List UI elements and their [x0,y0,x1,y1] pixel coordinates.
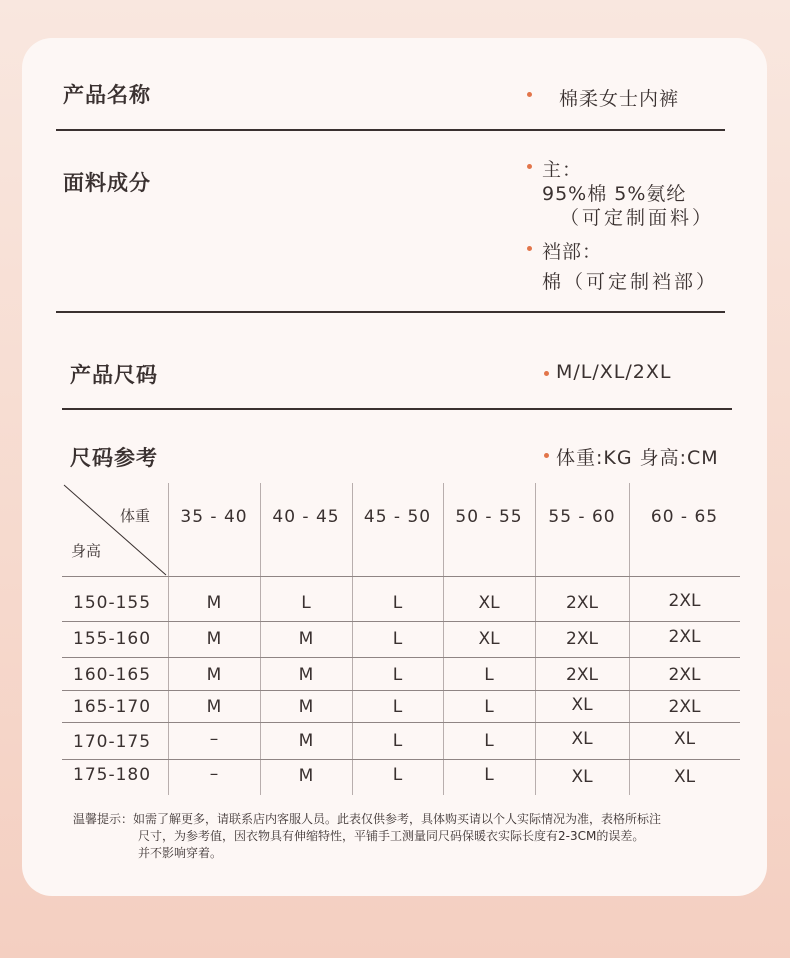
size-cell: M [298,665,314,685]
column-header: 45 - 50 [363,507,432,527]
size-cell: M [206,665,222,685]
size-cell: M [298,766,314,786]
row-divider [62,576,740,577]
size-cell: XL [571,767,593,787]
size-reference-units: 体重:KG 身高:CM [556,447,719,469]
divider [62,408,732,410]
size-cell: M [298,731,314,751]
column-header: 55 - 60 [548,507,616,527]
size-cell: L [484,697,494,717]
size-cell: XL [673,767,696,787]
notice-line-2: 尺寸，为参考值，因衣物具有伸缩特性，平铺手工测量同尺码保暖衣实际长度有2-3CM的误差。 [138,829,645,843]
size-cell: 2XL [668,627,701,647]
notice-line-3: 并不影响穿着。 [138,846,223,860]
product-name-heading: 产品名称 [63,83,151,107]
row-height-label: 165-170 [73,697,152,717]
size-cell: 2XL [668,665,701,685]
fabric-main-value: 95%棉 5%氨纶 [542,183,687,205]
size-cell: 2XL [668,591,701,611]
header-diagonal [62,483,168,577]
fabric-crotch-label: 裆部： [542,241,603,263]
size-cell: L [392,765,403,785]
bullet-dot [527,164,532,169]
bullet-dot [544,453,549,458]
size-reference-heading: 尺码参考 [70,446,158,470]
divider [56,311,725,313]
size-cell: XL [478,629,500,649]
row-height-label: 150-155 [73,593,152,613]
row-height-label: 175-180 [73,765,152,785]
size-cell: M [206,629,222,649]
row-divider [62,690,740,691]
row-height-label: 170-175 [73,732,152,752]
column-header: 60 - 65 [650,507,719,527]
size-cell: 2XL [566,593,598,613]
size-cell: M [298,629,314,649]
bullet-dot [527,92,532,97]
size-cell: M [206,593,222,613]
corner-height-label: 身高 [71,542,102,560]
row-divider [62,657,740,658]
size-cell: XL [571,729,593,749]
column-header: 40 - 45 [272,507,340,527]
size-chart-table [62,483,740,795]
size-cell: L [392,665,403,685]
row-divider [62,621,740,622]
size-cell: L [392,731,403,751]
row-height-label: 155-160 [73,629,152,649]
row-height-label: 160-165 [73,665,152,685]
size-cell: 2XL [566,665,598,685]
size-cell: M [298,697,314,717]
column-header: 35 - 40 [180,507,248,527]
corner-weight-label: 体重 [120,507,151,525]
size-cell: XL [478,593,500,613]
notice-line-1: 温馨提示：如需了解更多，请联系店内客服人员。此表仅供参考，具体购买请以个人实际情况为准，表格所标注 [73,812,662,826]
size-cell: XL [571,695,593,715]
size-cell: L [392,593,403,613]
product-name-value: 棉柔女士内裤 [559,88,680,110]
size-cell: 2XL [566,629,598,649]
fabric-main-label: 主： [542,159,583,181]
size-heading: 产品尺码 [70,363,158,387]
bullet-dot [544,371,549,376]
bullet-dot [527,246,532,251]
row-divider [62,722,740,723]
size-cell: L [484,765,494,785]
size-cell: L [392,629,403,649]
fabric-main-custom: （可定制面料） [560,207,715,229]
size-value: M/L/XL/2XL [556,361,672,383]
row-divider [62,759,740,760]
size-cell: M [206,697,222,717]
size-cell: – [209,729,219,749]
size-cell: – [209,764,219,784]
fabric-heading: 面料成分 [63,171,151,195]
size-cell: 2XL [668,697,701,717]
size-cell: L [484,665,494,685]
divider [56,129,725,131]
column-header: 50 - 55 [455,507,523,527]
size-cell: L [392,697,403,717]
size-cell: L [301,593,311,613]
fabric-crotch-value: 棉（可定制裆部） [542,271,719,293]
size-cell: L [484,731,494,751]
size-cell: XL [673,729,696,749]
